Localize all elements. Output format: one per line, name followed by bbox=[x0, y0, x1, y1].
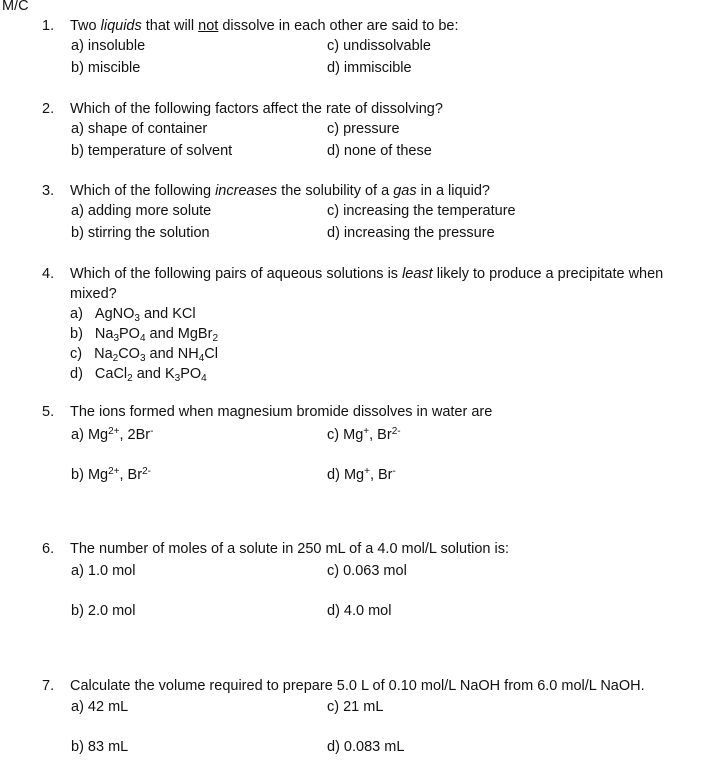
option-d: d) CaCl$_2$ and $K_3PO_4$ bbox=[70, 366, 207, 384]
question-stem: Calculate the volume required to prepare 5.0 L of 0.10 mol/L NaOH from 6.0 mol/L NaOH. bbox=[70, 678, 645, 694]
question-number: 7. bbox=[42, 678, 55, 694]
option-b: b) stirring the solution bbox=[71, 225, 210, 241]
question-stem-line-1: Which of the following pairs of aqueous solutions is least likely to produce a precipitate when bbox=[70, 266, 664, 282]
option-c: c) Mg+, $Br^{2-}$ bbox=[327, 426, 401, 443]
question-number: 1. bbox=[42, 18, 55, 34]
option-c: c) pressure bbox=[327, 121, 400, 137]
question-number: 3. bbox=[42, 183, 55, 199]
option-a: a) adding more solute bbox=[71, 203, 212, 219]
question-number: 5. bbox=[42, 404, 55, 420]
option-b: b) $Na_3PO_4$ and MgBr$_2$ bbox=[70, 326, 218, 344]
question-stem: Which of the following factors affect the rate of dissolving? bbox=[70, 101, 443, 117]
option-c: c) $Na_2CO_3$ and $NH_4Cl$ bbox=[70, 346, 218, 364]
option-a: a) $Mg^{2+}$, 2Br- bbox=[71, 426, 154, 443]
option-a: a) 1.0 mol bbox=[71, 563, 136, 579]
option-d: d) 4.0 mol bbox=[327, 603, 392, 619]
option-a: a) 42 mL bbox=[71, 699, 129, 715]
question-stem: Two liquids that will not dissolve in each other are said to be: bbox=[70, 18, 459, 34]
option-a: a) shape of container bbox=[71, 121, 208, 137]
option-a: a) AgNO$_3$ and KCl bbox=[70, 306, 196, 324]
question-stem: The number of moles of a solute in 250 mL of a 4.0 mol/L solution is: bbox=[70, 541, 509, 557]
question-number: 2. bbox=[42, 101, 55, 117]
question-stem: Which of the following increases the solubility of a gas in a liquid? bbox=[70, 183, 490, 199]
option-c: c) 21 mL bbox=[327, 699, 384, 715]
question-stem-line-2: mixed? bbox=[70, 286, 117, 302]
option-b: b) 83 mL bbox=[71, 739, 129, 755]
option-d: d) immiscible bbox=[327, 60, 412, 76]
option-c: c) increasing the temperature bbox=[327, 203, 516, 219]
option-d: d) Mg+, Br- bbox=[327, 466, 396, 483]
option-c: c) 0.063 mol bbox=[327, 563, 407, 579]
option-c: c) undissolvable bbox=[327, 38, 431, 54]
option-d: d) 0.083 mL bbox=[327, 739, 405, 755]
option-d: d) none of these bbox=[327, 143, 432, 159]
option-b: b) miscible bbox=[71, 60, 141, 76]
question-number: 6. bbox=[42, 541, 55, 557]
question-stem: The ions formed when magnesium bromide dissolves in water are bbox=[70, 404, 493, 420]
question-number: 4. bbox=[42, 266, 55, 282]
option-b: b) temperature of solvent bbox=[71, 143, 233, 159]
option-b: b) 2.0 mol bbox=[71, 603, 136, 619]
option-a: a) insoluble bbox=[71, 38, 146, 54]
section-header: M/C bbox=[2, 0, 29, 14]
option-d: d) increasing the pressure bbox=[327, 225, 495, 241]
option-b: b) $Mg^{2+}$, $Br^{2-}$ bbox=[71, 466, 151, 483]
